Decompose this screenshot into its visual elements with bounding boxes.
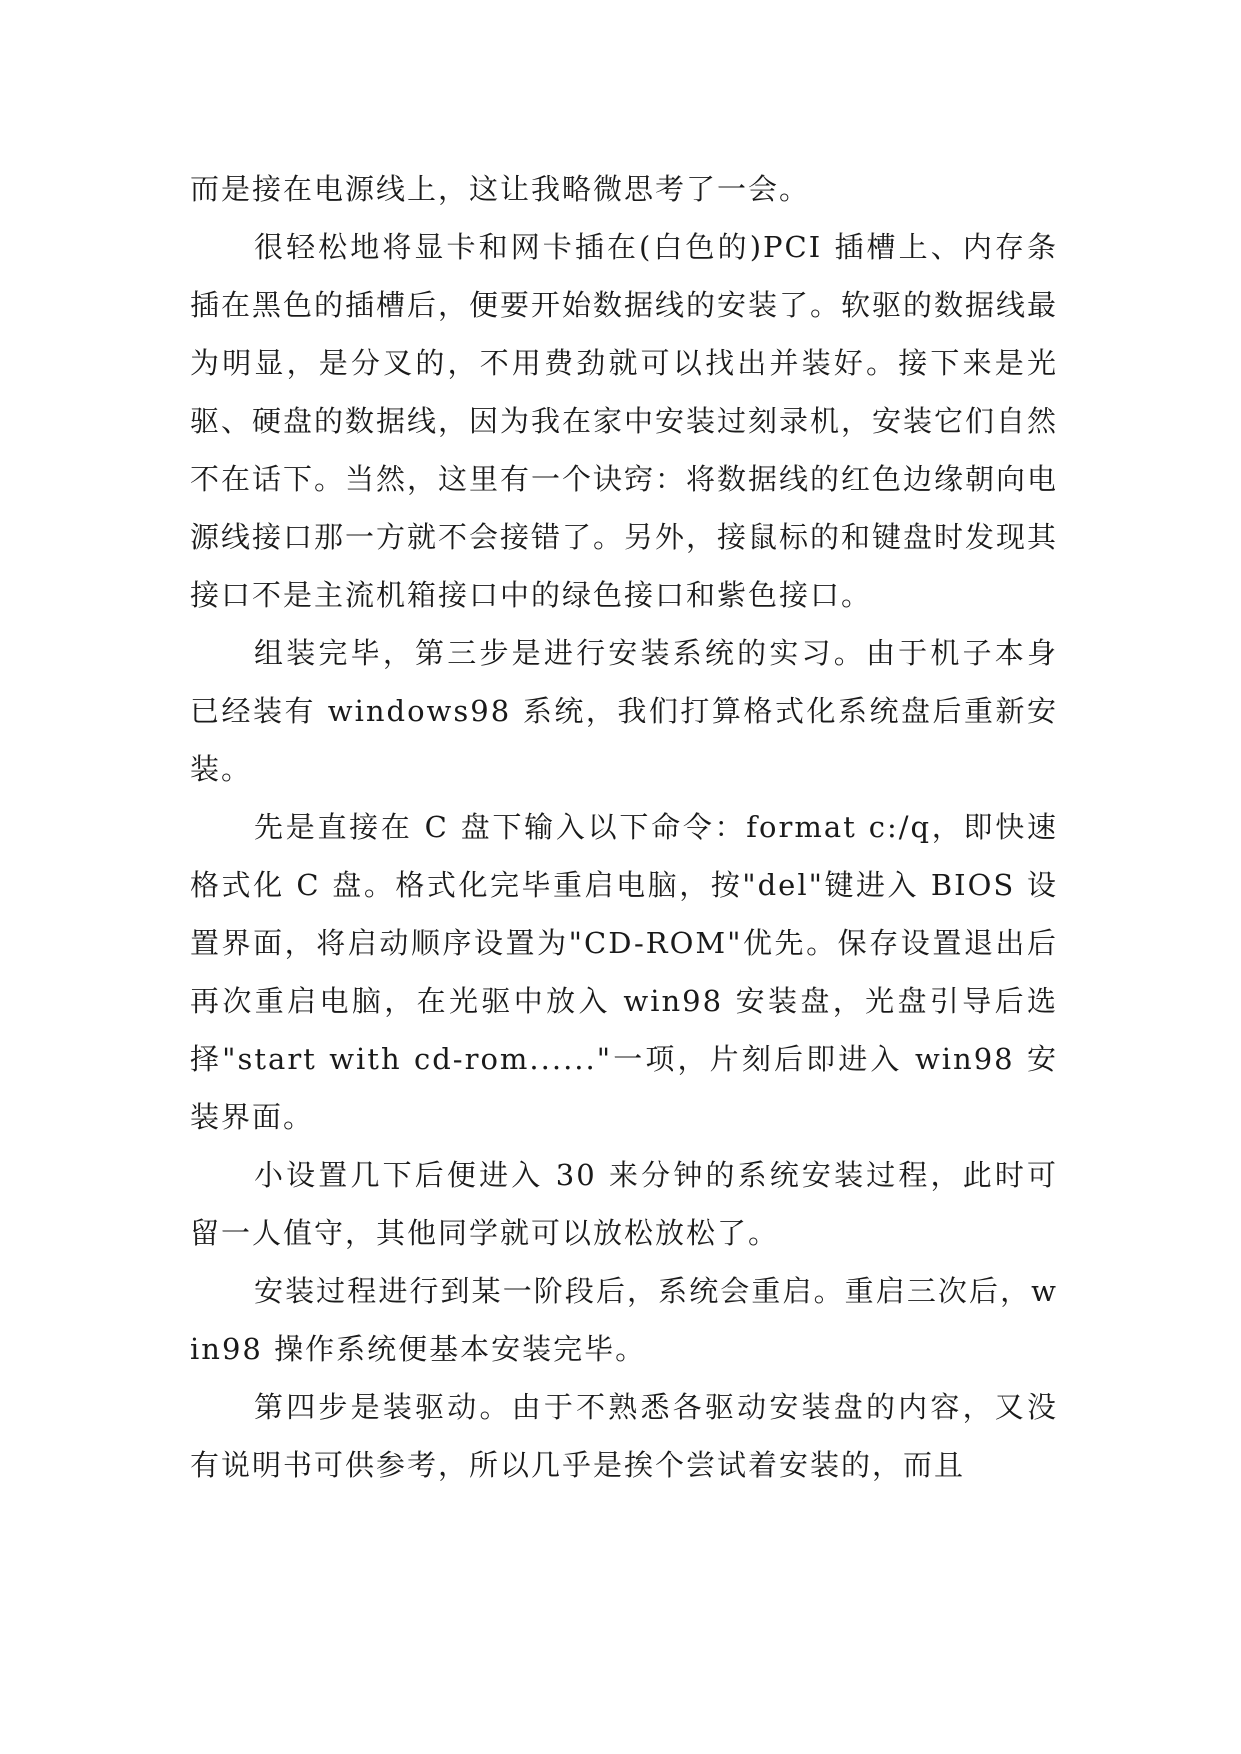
paragraph-3: 组装完毕，第三步是进行安装系统的实习。由于机子本身已经装有 windows98 系统，我们打算格式化系统盘后重新安装。 — [190, 636, 1058, 786]
paragraph-7: 第四步是装驱动。由于不熟悉各驱动安装盘的内容，又没有说明书可供参考，所以几乎是挨个尝试着安装的，而且 — [190, 1390, 1058, 1482]
document-page — [190, 160, 1058, 1494]
paragraph-1: 而是接在电源线上，这让我略微思考了一会。 — [190, 172, 811, 206]
paragraph-2: 很轻松地将显卡和网卡插在(白色的)PCI 插槽上、内存条插在黑色的插槽后，便要开始数据线的安装了。软驱的数据线最为明显，是分叉的，不用费劲就可以找出并装好。接下来是光驱、硬盘的数据线，因为我在家中安装过刻录机，安装它们自然不在话下。当然，这里有一个诀窍：将数据线的红色边缘朝向电源线接口那一方就不会接错了。另外，接鼠标的和键盘时发现其接口不是主流机箱接口中的绿色接口和紫色接口。 — [190, 230, 1059, 612]
paragraph-4: 先是直接在 C 盘下输入以下命令：format c:/q，即快速格式化 C 盘。格式化完毕重启电脑，按"del"键进入 BIOS 设置界面，将启动顺序设置为"CD-ROM"优先。保存设置退出后再次重启电脑，在光驱中放入 win98 安装盘，光盘引导后选择"start with cd-rom......"一项，片刻后即进入 win98 安装界面。 — [190, 810, 1058, 1134]
paragraph-6: 安装过程进行到某一阶段后，系统会重启。重启三次后，win98 操作系统便基本安装完毕。 — [190, 1274, 1058, 1366]
paragraph-5: 小设置几下后便进入 30 来分钟的系统安装过程，此时可留一人值守，其他同学就可以放松放松了。 — [190, 1158, 1058, 1250]
